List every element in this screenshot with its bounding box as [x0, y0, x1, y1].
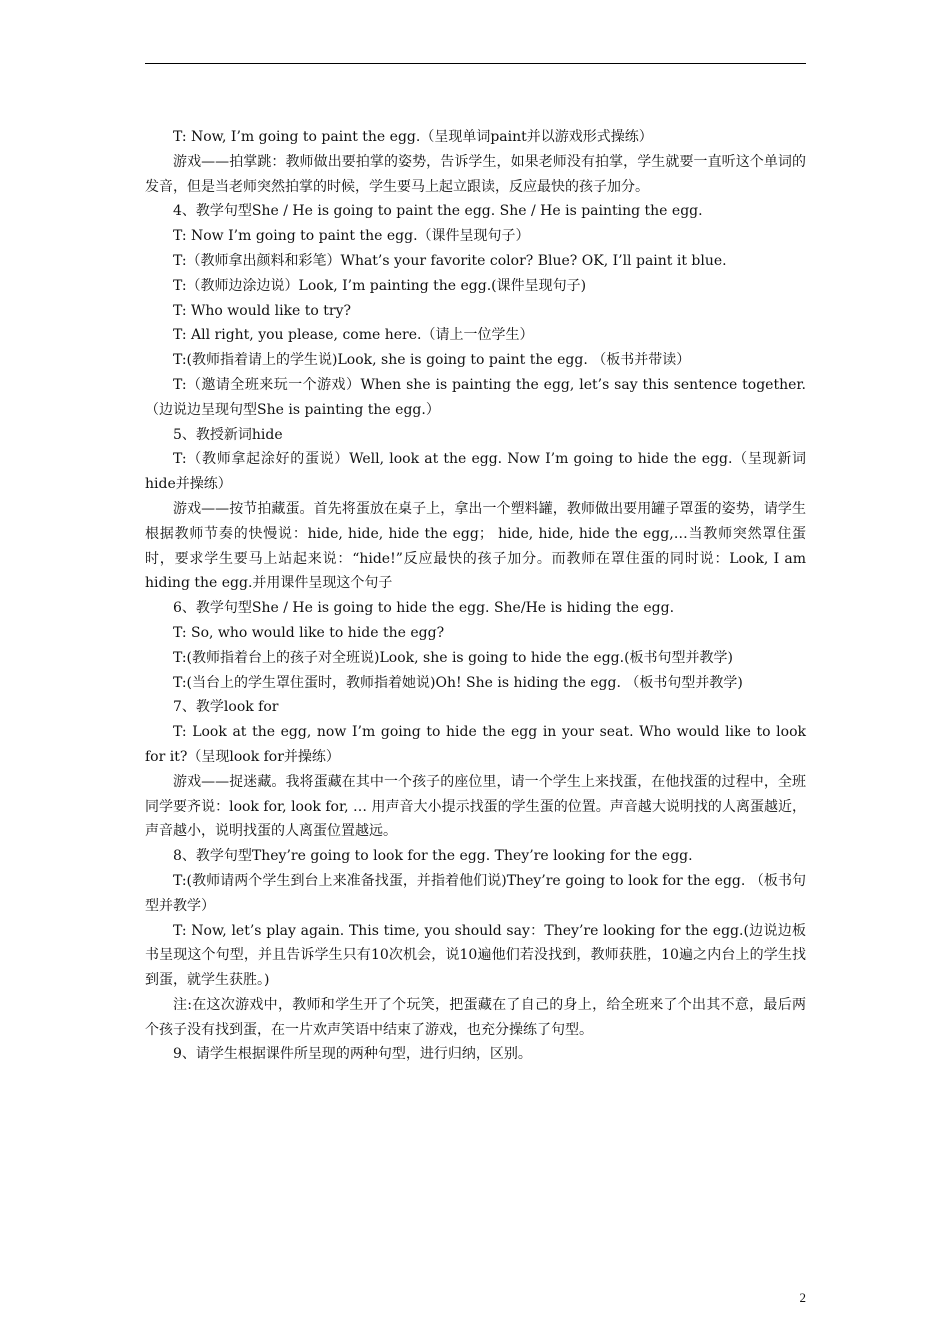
paragraph: 4、教学句型She / He is going to paint the egg. She / He is painting the egg.	[173, 203, 703, 220]
paragraph: T:（教师拿起涂好的蛋说）Well, look at the egg. Now I’m going to hide the egg.（呈现新词hide并操练）	[145, 451, 806, 493]
paragraph: T: Who would like to try?	[173, 302, 352, 319]
paragraph: T:(教师指着台上的孩子对全班说)Look, she is going to hide the egg.(板书句型并教学)	[173, 649, 734, 666]
paragraph: 5、教授新词hide	[173, 426, 283, 443]
paragraph: T: Now I’m going to paint the egg.（课件呈现句子）	[173, 228, 530, 245]
paragraph: 游戏——拍掌跳：教师做出要拍掌的姿势，告诉学生，如果老师没有拍掌，学生就要一直听这个单词的发音，但是当老师突然拍掌的时候，学生要马上起立跟读，反应最快的孩子加分。	[145, 153, 806, 195]
paragraph: 注:在这次游戏中，教师和学生开了个玩笑，把蛋藏在了自己的身上，给全班来了个出其不意，最后两个孩子没有找到蛋，在一片欢声笑语中结束了游戏，也充分操练了句型。	[145, 996, 806, 1038]
paragraph: T:(教师请两个学生到台上来准备找蛋，并指着他们说)They’re going to look for the egg. （板书句型并教学）	[145, 872, 806, 914]
paragraph: T: Now, I’m going to paint the egg.（呈现单词paint并以游戏形式操练）	[173, 129, 653, 145]
paragraph: 9、请学生根据课件所呈现的两种句型，进行归纳，区别。	[173, 1046, 532, 1063]
paragraph: 游戏——按节拍藏蛋。首先将蛋放在桌子上，拿出一个塑料罐，教师做出要用罐子罩蛋的姿势，请学生根据教师节奏的快慢说：hide, hide, hide the egg； hide, hide, hide the egg,…当教师突然罩住蛋时，要求学生要马上站起来说：“hide!”反应最快的孩子加分。而教师在罩住蛋的同时说：Look, I am hiding the egg.并用课件呈现这个句子	[145, 500, 811, 592]
paragraph: 6、教学句型She / He is going to hide the egg. She/He is hiding the egg.	[173, 600, 675, 617]
paragraph: T: Now, let’s play again. This time, you should say：They’re looking for the egg.(边说边板书呈现这个句型，并且告诉学生只有10次机会，说10遍他们若没找到，教师获胜，10遍之内台上的学生找到蛋，就学生获胜。)	[145, 922, 806, 989]
paragraph: T:（邀请全班来玩一个游戏）When she is painting the egg, let’s say this sentence together.（边说边呈现句型She is painting the egg.）	[145, 376, 806, 418]
paragraph: T:（教师拿出颜料和彩笔）What’s your favorite color? Blue? OK, I’ll paint it blue.	[173, 252, 727, 269]
page-number: 2	[799, 1290, 806, 1305]
paragraph: T:(教师指着请上的学生说)Look, she is going to paint the egg. （板书并带读）	[173, 352, 691, 369]
body-text	[145, 125, 811, 1067]
paragraph: T: All right, you please, come here.（请上一位学生）	[173, 327, 534, 344]
paragraph: T: So, who would like to hide the egg?	[173, 624, 445, 641]
paragraph: T: Look at the egg, now I’m going to hide the egg in your seat. Who would like to look for it?（呈现look for并操练）	[145, 724, 811, 765]
paragraph: T:(当台上的学生罩住蛋时，教师指着她说)Oh! She is hiding the egg. （板书句型并教学)	[173, 674, 743, 691]
paragraph: 7、教学look for	[173, 699, 279, 716]
paragraph: T:（教师边涂边说）Look, I’m painting the egg.(课件呈现句子)	[173, 277, 587, 294]
paragraph: 游戏——捉迷藏。我将蛋藏在其中一个孩子的座位里，请一个学生上来找蛋，在他找蛋的过程中，全班同学要齐说：look for, look for, … 用声音大小提示找蛋的学生蛋的位置。声音越大说明找的人离蛋越近，声音越小，说明找蛋的人离蛋位置越远。	[145, 773, 806, 840]
paragraph: 8、教学句型They’re going to look for the egg. They’re looking for the egg.	[173, 848, 693, 865]
header-rule	[145, 63, 806, 64]
